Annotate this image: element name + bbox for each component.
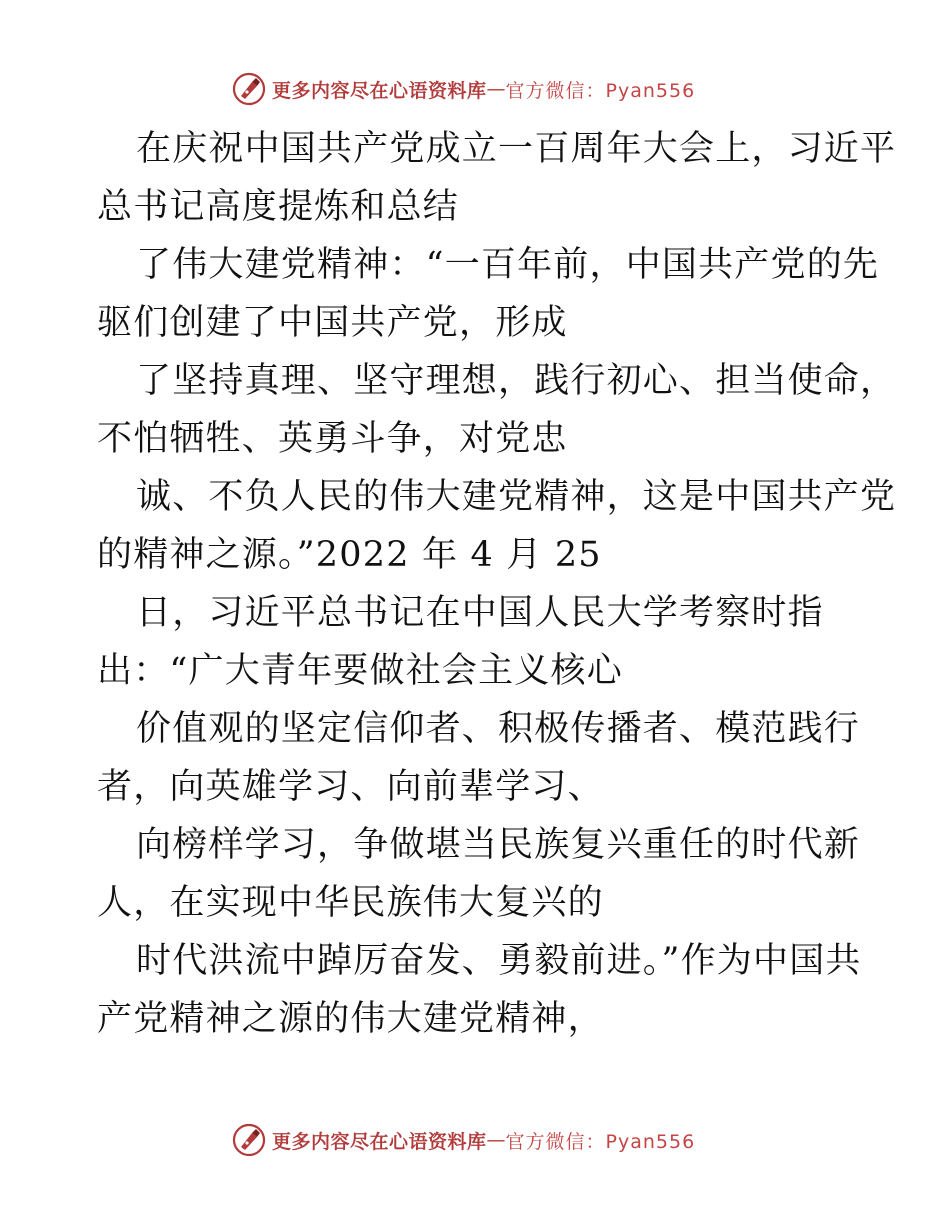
watermark-dash: — xyxy=(486,1129,506,1151)
watermark-brand-text: 更多内容尽在心语资料库 xyxy=(272,1130,487,1153)
header-watermark xyxy=(232,71,695,107)
watermark-dash: — xyxy=(486,78,506,100)
body-line: 总书记高度提炼和总结 xyxy=(97,187,460,227)
body-line: 在庆祝中国共产党成立一百周年大会上，习近平 xyxy=(136,129,897,169)
watermark-wechat-text: 官方微信：Pyan556 xyxy=(505,79,696,102)
body-line: 人，在实现中华民族伟大复兴的 xyxy=(97,883,604,923)
footer-watermark xyxy=(232,1122,695,1158)
body-line: 诚、不负人民的伟大建党精神，这是中国共产党 xyxy=(136,477,897,517)
watermark-wechat-text: 官方微信：Pyan556 xyxy=(505,1130,696,1153)
pen-nib-logo-icon xyxy=(232,1123,266,1157)
body-line: 了坚持真理、坚守理想，践行初心、担当使命， xyxy=(136,361,897,401)
body-line: 了伟大建党精神：“一百年前，中国共产党的先 xyxy=(136,245,880,285)
body-line: 的精神之源。”2022 年 4 月 25 xyxy=(97,535,602,575)
body-line: 时代洪流中踔厉奋发、勇毅前进。”作为中国共 xyxy=(136,941,862,981)
body-line: 价值观的坚定信仰者、积极传播者、模范践行 xyxy=(136,709,861,749)
watermark-brand-text: 更多内容尽在心语资料库 xyxy=(272,79,487,102)
body-line: 向榜样学习，争做堪当民族复兴重任的时代新 xyxy=(136,825,861,865)
body-line: 者，向英雄学习、向前辈学习、 xyxy=(97,767,604,807)
pen-nib-logo-icon xyxy=(232,72,266,106)
body-line: 出：“广大青年要做社会主义核心 xyxy=(97,651,623,691)
body-line: 不怕牺牲、英勇斗争，对党忠 xyxy=(97,419,568,459)
body-line: 产党精神之源的伟大建党精神， xyxy=(97,999,604,1039)
body-line: 驱们创建了中国共产党，形成 xyxy=(97,303,568,343)
body-line: 日，习近平总书记在中国人民大学考察时指 xyxy=(136,593,824,633)
